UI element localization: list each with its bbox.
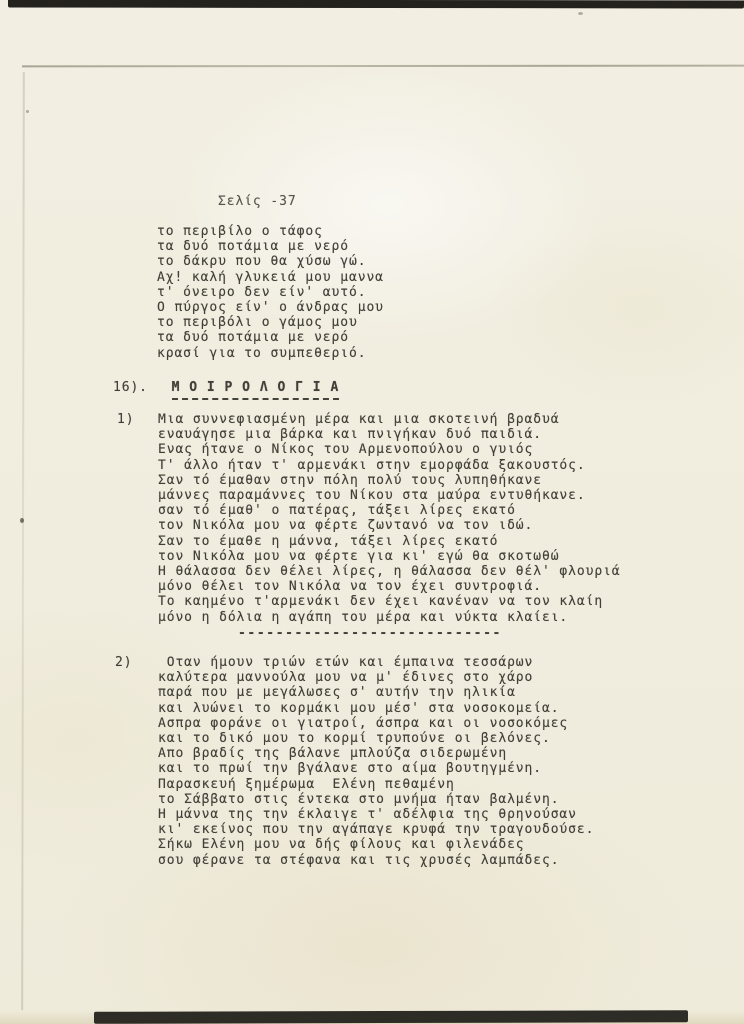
text-line: το περιβόλι ο γάμος μου — [157, 315, 358, 331]
text-line: Η μάννα της την έκλαιγε τ' αδέλφια της θρηνούσαν — [158, 807, 577, 823]
poem-lines-2 — [158, 655, 594, 868]
text-line: Ενας ήτανε ο Νίκος του Αρμενοπούλου ο γυιός — [158, 442, 534, 458]
text-line: τα δυό ποτάμια με νερό — [157, 239, 349, 255]
text-line: παρά που με μεγάλωσες σ' αυτήν την ηλικία — [158, 685, 516, 701]
scan-rule-line — [22, 65, 744, 68]
text-line: σαν τό έμαθ' ο πατέρας, τάξει λίρες εκατό — [158, 503, 516, 519]
intro-poem-stanza — [157, 224, 384, 361]
text-line: μάννες παραμάννες του Νίκου στα μαύρα εντυθήκανε. — [158, 488, 586, 504]
scan-edge-top — [8, 0, 744, 9]
text-line: το δάκρυ που θα χύσω γώ. — [157, 254, 367, 270]
text-line: το Σάββατο στις έντεκα στο μνήμα ήταν βαλμένη. — [158, 791, 560, 807]
text-line: Το καημένο τ'αρμενάκι δεν έχει κανέναν να τον κλαίη — [158, 594, 604, 610]
text-line: καλύτερα μαννούλα μου να μ' έδινες στο χάρο — [158, 670, 534, 686]
text-line: Τ' άλλο ήταν τ' αρμενάκι στην εμορφάδα ξακουστός. — [158, 457, 586, 473]
text-line: και λυώνει το κορμάκι μου μέσ' στα νοσοκομεία. — [158, 700, 560, 716]
text-line: Απο βραδίς της βάλανε μπλούζα σιδερωμένη — [158, 746, 508, 762]
text-line: Οταν ήμουν τριών ετών και έμπαινα τεσσάρων — [158, 655, 534, 670]
text-line: κι' εκείνος που την αγάπαγε κρυφά την τραγουδούσε. — [158, 822, 595, 838]
text-line: Ασπρα φοράνε οι γιατροί, άσπρα και οι νοσοκόμες — [158, 715, 569, 731]
ink-speck — [578, 12, 583, 15]
text-line: και το πρωί την βγάλανε στο αίμα βουτηγμένη. — [158, 761, 542, 777]
text-line: Μια συννεφιασμένη μέρα και μια σκοτεινή βραδυά — [158, 412, 560, 427]
text-line: Σαν τό έμαθαν στην πόλη πολύ τους λυπηθήκανε — [158, 472, 542, 488]
list-item-number: 1) — [117, 412, 135, 427]
separator-line: ---------------------------- — [238, 626, 502, 641]
text-line: εναυάγησε μια βάρκα και πνιγήκαν δυό παιδιά. — [158, 427, 542, 443]
ink-speck — [20, 518, 24, 523]
text-line: τον Νικόλα μου να φέρτε ζωντανό να τον ιδώ. — [158, 518, 534, 534]
text-line: Ο πύργος είν' ο άνδρας μου — [157, 300, 384, 316]
page-number: Σελίς -37 — [218, 194, 297, 209]
text-line: τον Νικόλα μου να φέρτε για κι' εγώ θα σκοτωθώ — [158, 548, 560, 564]
text-line: μόνο η δόλια η αγάπη του μέρα και νύκτα κλαίει. — [158, 609, 569, 625]
text-line: και το δικό μου το κορμί τρυπούνε οι βελόνες. — [158, 731, 551, 747]
text-line: Παρασκευή ξημέρωμα Ελένη πεθαμένη — [158, 776, 455, 792]
text-line: Η θάλασσα δεν θέλει λίρες, η θάλασσα δεν θέλ' φλουριά — [158, 564, 621, 580]
list-item-number: 2) — [115, 655, 133, 670]
text-line: Αχ! καλή γλυκειά μου μαννα — [157, 269, 384, 285]
text-line: Σήκω Ελένη μου να δής φίλους και φιλενάδες — [158, 837, 525, 853]
text-line: Σαν το έμαθε η μάννα, τάξει λίρες εκατό — [158, 533, 499, 549]
section-title: Μ Ο Ι Ρ Ο Λ Ο Γ Ι Α — [172, 380, 340, 400]
text-line: το περιβίλο ο τάφος — [157, 224, 323, 239]
fold-crease-line — [21, 72, 25, 1010]
text-line: τ' όνειρο δεν είν' αυτό. — [157, 284, 367, 300]
ink-speck — [26, 110, 29, 113]
text-line: τα δυό ποτάμια με νερό — [157, 330, 349, 346]
text-line: μόνο θέλει τον Νικόλα να τον έχει συντροφιά. — [158, 579, 542, 595]
scan-edge-bottom — [94, 1010, 688, 1024]
text-line: κρασί για το συμπεθεριό. — [157, 345, 367, 361]
section-heading — [113, 376, 339, 400]
poem-lines-1 — [158, 412, 621, 625]
text-line: σου φέρανε τα στέφανα και τις χρυσές λαμπάδες. — [158, 852, 560, 868]
section-number: 16). — [113, 380, 148, 395]
